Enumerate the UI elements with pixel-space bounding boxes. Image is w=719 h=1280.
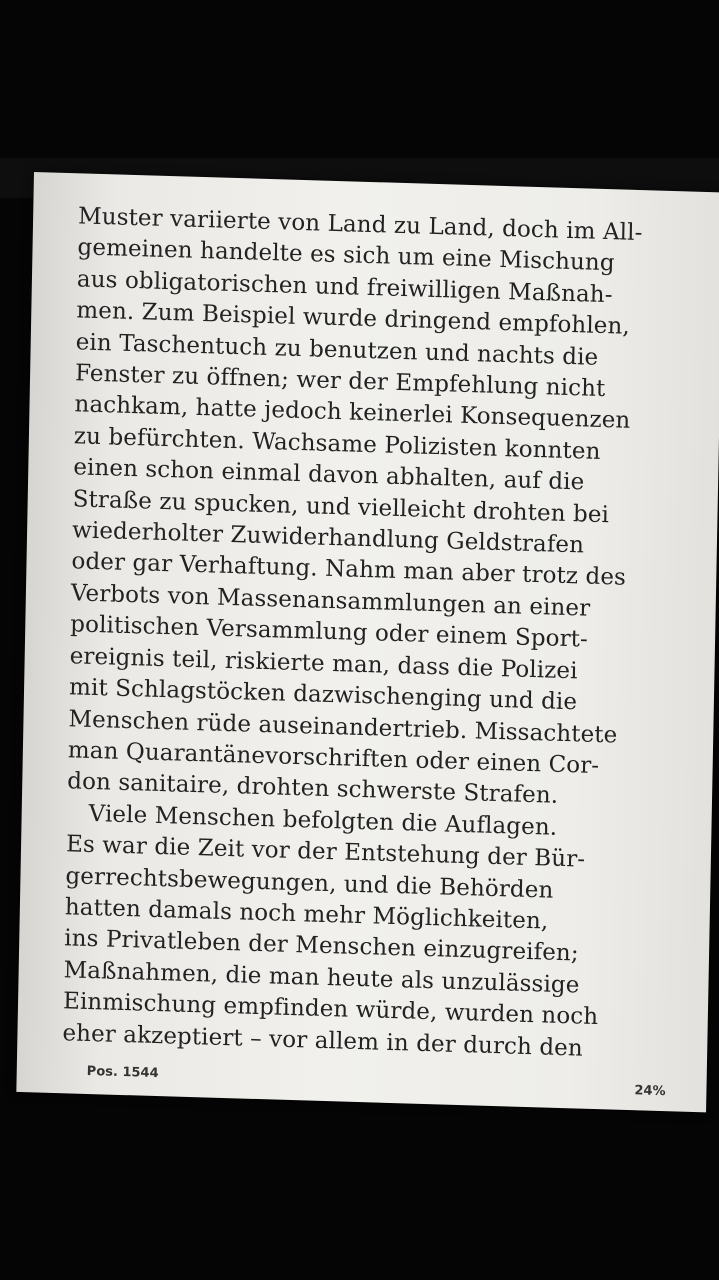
text-line: men. Zum Beispiel wurde dringend empfohlen,	[76, 297, 631, 340]
ereader-screen[interactable]	[16, 172, 719, 1112]
text-line: politischen Versammlung oder einem Sport-	[70, 611, 589, 653]
text-line: eher akzeptiert – vor allem in der durch den	[62, 1019, 584, 1062]
text-line: Maßnahmen, die man heute als unzulässige	[63, 956, 580, 999]
text-line: aus obligatorischen und freiwilligen Maßnah-	[76, 266, 613, 309]
text-line: Es war die Zeit vor der Entstehung der Bür-	[65, 831, 586, 873]
text-line: nachkam, hatte jedoch keinerlei Konsequenzen	[74, 391, 631, 435]
text-line: hatten damals noch mehr Möglichkeiten,	[64, 894, 549, 935]
page-text	[62, 201, 688, 1067]
progress-indicator: 24%	[634, 1083, 666, 1100]
text-line: gemeinen handelte es sich um eine Mischung	[77, 234, 615, 277]
text-line: man Quarantänevorschriften oder einen Cor-	[67, 737, 600, 779]
text-line: wiederholter Zuwiderhandlung Geldstrafen	[71, 517, 585, 559]
text-line: ereignis teil, riskierte man, dass die Polizei	[69, 642, 578, 685]
text-line: einen schon einmal davon abhalten, auf die	[73, 454, 585, 496]
text-line: don sanitaire, drohten schwerste Strafen.	[67, 768, 559, 810]
text-line: mit Schlagstöcken dazwischenging und die	[68, 674, 578, 716]
text-line: oder gar Verhaftung. Nahm man aber trotz des	[71, 548, 627, 592]
text-line: Viele Menschen befolgten die Auflagen.	[88, 800, 558, 841]
location-indicator: Pos. 1544	[86, 1063, 159, 1082]
text-line: Verbots von Massenansammlungen an einer	[70, 580, 591, 622]
text-line: ins Privatleben der Menschen einzugreifen;	[64, 925, 579, 967]
text-line: Einmischung empfinden würde, wurden noch	[62, 988, 599, 1031]
text-line: Menschen rüde auseinandertrieb. Missachtete	[68, 705, 618, 749]
text-line: Straße zu spucken, und vielleicht drohten bei	[72, 485, 610, 528]
text-line: Fenster zu öffnen; wer der Empfehlung nicht	[74, 360, 606, 403]
text-line: Muster variierte von Land zu Land, doch im All-	[77, 203, 643, 247]
text-line: ein Taschentuch zu benutzen und nachts die	[75, 328, 599, 371]
text-line: gerrechtsbewegungen, und die Behörden	[65, 862, 554, 904]
text-line: zu befürchten. Wachsame Polizisten konnten	[73, 423, 601, 465]
